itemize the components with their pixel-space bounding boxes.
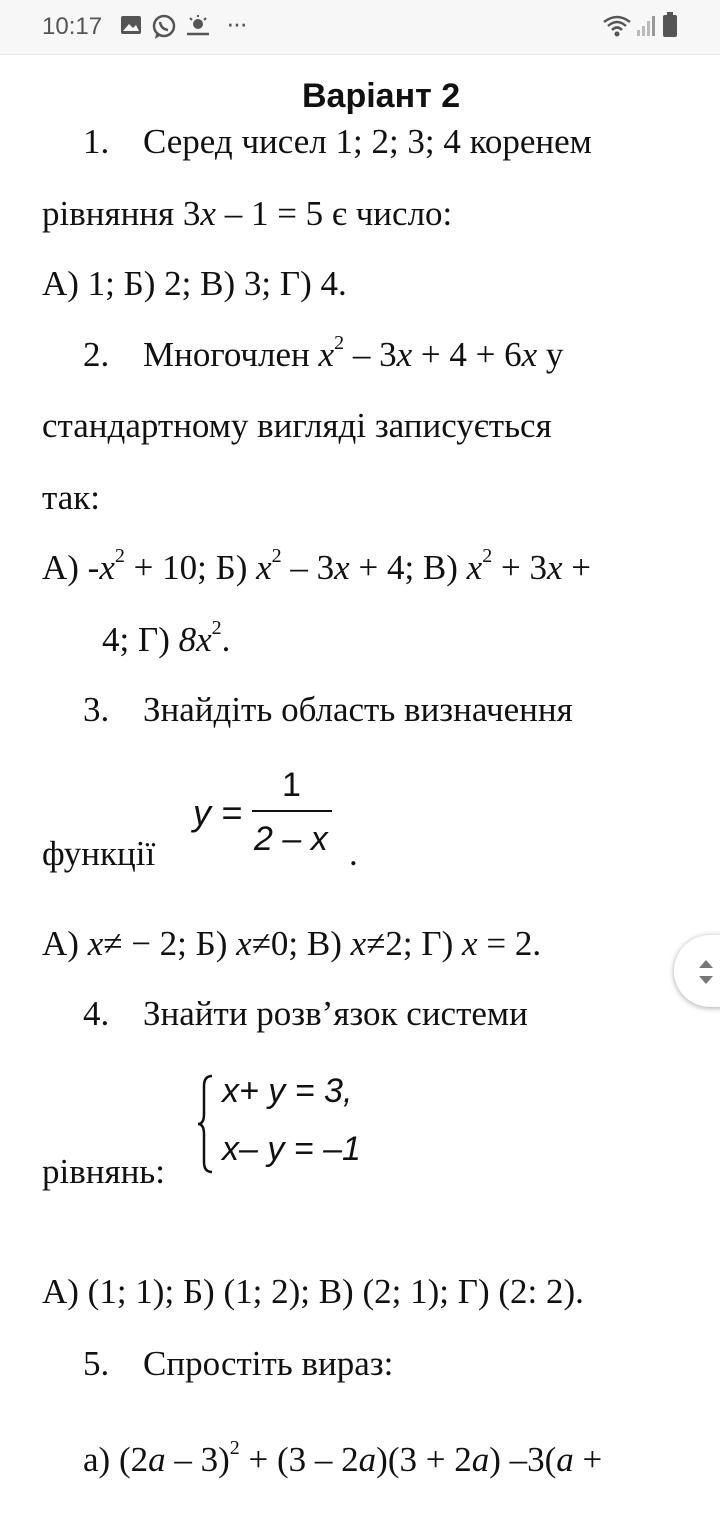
battery-icon (662, 12, 678, 40)
question-5-line-1: 5. Спростіть вираз: (83, 1344, 394, 1383)
status-time: 10:17 (42, 13, 103, 40)
document-page: Варіант 2 1. Серед чисел 1; 2; 3; 4 коренем рівняння 3x – 1 = 5 є число: А) 1; Б) 2; В) 3; Г) 4. 2. Многочлен $x^2 - 3x + 4 + 6x$ у стандартному вигляді записується так: А) $-x^2 + 10$; Б) $x^2 - 3x + 4$; В) $x^2 + 3x$ + 4; Г) $8x^2$. 3. Знайдіть область визначення функції y = 1 2 – x . А) x≠ − 2; Б) x≠0; В) x≠2; Г) x = 2. 4. Знайти розв’язок системи рівнянь: x+ y = 3, x– y = –1 А) (1; 1); Б) (1; 2); В) (2; 1); Г) (2: 2). 5. Спростіть вираз: а) (2a – 3)$^2$ + (3 – 2a)(3 + 2a) –3(a + (42, 77, 603, 1479)
page-title: Варіант 2 (302, 77, 461, 115)
gallery-icon (120, 14, 142, 36)
scroll-arrows-icon (696, 957, 716, 987)
wifi-icon (602, 14, 632, 38)
question-2-line-1: 2. Многочлен $x^2 - 3x + 4 + 6x$ у (83, 332, 564, 374)
question-1-line-2: рівняння 3x – 1 = 5 є число: (42, 194, 453, 233)
question-2-line-3: так: (42, 478, 100, 517)
question-5-part-a: а) (2a – 3)$^2$ + (3 – 2a)(3 + 2a) –3(a + (83, 1437, 603, 1479)
formula-period: . (349, 834, 358, 873)
weather-icon (184, 14, 212, 38)
question-3-line-1: 3. Знайдіть область визначення (83, 690, 573, 729)
question-4-answers: А) (1; 1); Б) (1; 2); В) (2; 1); Г) (2: 2). (42, 1272, 584, 1311)
question-4-line-2: рівнянь: (42, 1152, 165, 1191)
curly-brace-icon (196, 1074, 216, 1174)
more-dots-icon: ··· (226, 8, 246, 38)
question-4-line-1: 4. Знайти розв’язок системи (83, 994, 528, 1033)
question-2-answers: А) $-x^2 + 10$; Б) $x^2 - 3x + 4$; В) $x^2 + 3x$ + (42, 545, 592, 587)
signal-icon (636, 14, 658, 38)
question-1-line-1: 1. Серед чисел 1; 2; 3; 4 коренем (83, 122, 592, 161)
question-3-answers: А) x≠ − 2; Б) x≠0; В) x≠2; Г) x = 2. (42, 924, 542, 963)
question-2-answers-cont: 4; Г) $8x^2$. (102, 617, 231, 659)
question-3-line-2: функції (42, 834, 156, 873)
question-2-line-2: стандартному вигляді записується (42, 406, 552, 445)
viber-icon (151, 14, 177, 40)
status-bar (0, 0, 720, 55)
question-1-answers: А) 1; Б) 2; В) 3; Г) 4. (42, 264, 347, 303)
